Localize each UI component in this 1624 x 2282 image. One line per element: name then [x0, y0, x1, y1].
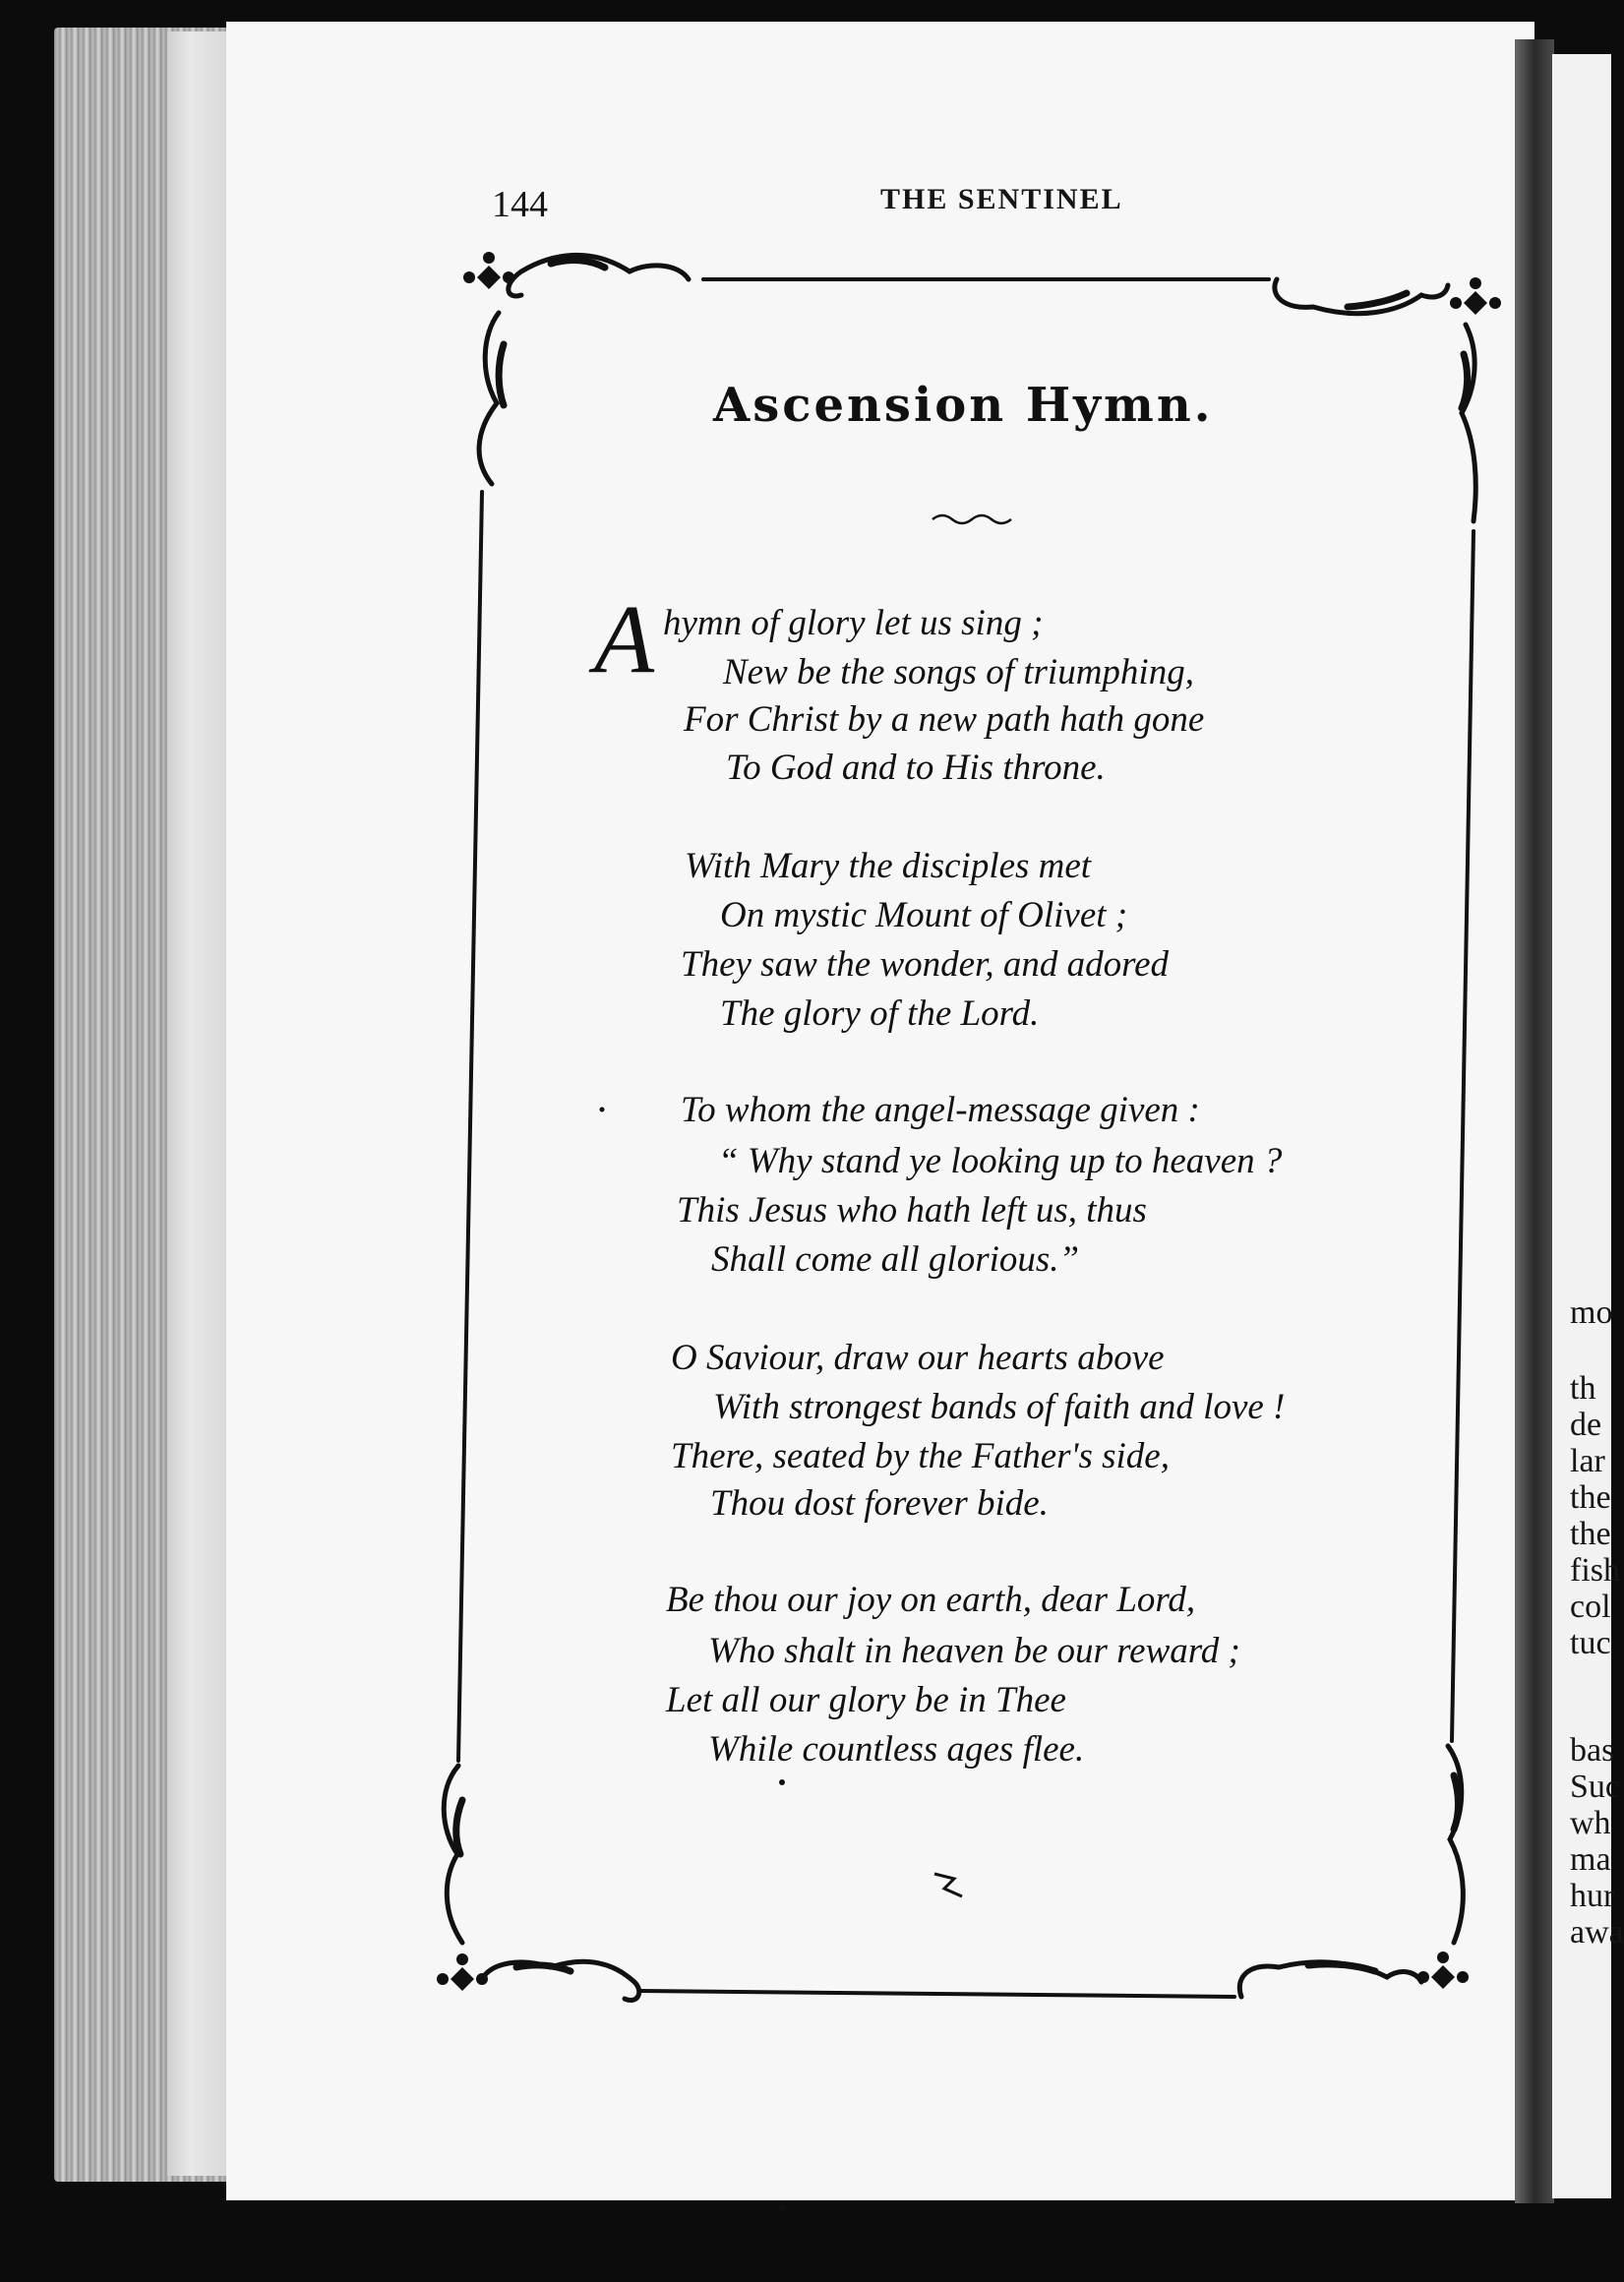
stanza-1-line-1: hymn of glory let us sing ; — [663, 603, 1044, 643]
hymn-title: Ascension Hymn. — [713, 378, 1214, 433]
stanza-4-line-2: With strongest bands of faith and love ! — [713, 1387, 1286, 1427]
stanza-1-line-4: To God and to His throne. — [726, 748, 1106, 788]
book-gutter — [1515, 39, 1554, 2203]
stanza-3-line-4: Shall come all glorious.” — [711, 1239, 1080, 1280]
facing-page-fragment: th — [1570, 1370, 1596, 1407]
stanza-3-line-2: “ Why stand ye looking up to heaven ? — [718, 1141, 1283, 1181]
stanza-2-line-1: With Mary the disciples met — [685, 846, 1092, 886]
stanza-5-line-3: Let all our glory be in Thee — [666, 1680, 1066, 1720]
facing-page-fragment: the — [1570, 1516, 1611, 1552]
facing-page-fragment: hur — [1570, 1878, 1615, 1914]
facing-page-fragment: lar — [1570, 1443, 1605, 1479]
facing-page-fragment: the — [1570, 1479, 1611, 1516]
facing-page-fragment: tuc — [1570, 1625, 1611, 1661]
stanza-1-line-3: For Christ by a new path hath gone — [684, 699, 1205, 740]
facing-page-fragment: Suc — [1570, 1769, 1620, 1805]
facing-page-fragment: col — [1570, 1589, 1611, 1625]
stanza-1-line-2: New be the songs of triumphing, — [723, 652, 1194, 692]
facing-page-fragment: wh — [1570, 1805, 1611, 1841]
facing-page-fragment: bas — [1570, 1732, 1615, 1769]
running-head: THE SENTINEL — [880, 183, 1123, 215]
stanza-4-line-3: There, seated by the Father's side, — [671, 1436, 1170, 1476]
stanza-5-line-1: Be thou our joy on earth, dear Lord, — [666, 1580, 1196, 1620]
stanza-2-line-4: The glory of the Lord. — [720, 993, 1040, 1034]
stanza-3-line-1: To whom the angel-message given : — [681, 1090, 1200, 1130]
facing-page-fragment: ma — [1570, 1841, 1611, 1878]
stanza-4-line-1: O Saviour, draw our hearts above — [671, 1338, 1165, 1378]
stanza-2-line-2: On mystic Mount of Olivet ; — [720, 895, 1128, 935]
book-page-edges-highlight — [167, 31, 226, 2176]
facing-page-fragment: awa — [1570, 1914, 1624, 1951]
stanza-3-line-3: This Jesus who hath left us, thus — [677, 1190, 1147, 1231]
stanza-4-line-4: Thou dost forever bide. — [710, 1483, 1049, 1524]
drop-cap: A — [594, 584, 655, 693]
page-number: 144 — [492, 184, 548, 225]
stanza-5-line-2: Who shalt in heaven be our reward ; — [708, 1631, 1240, 1671]
stanza-2-line-3: They saw the wonder, and adored — [681, 944, 1170, 985]
facing-page-fragment: de — [1570, 1407, 1602, 1443]
stanza-5-line-4: While countless ages flee. — [708, 1729, 1085, 1770]
facing-page-fragment: fish — [1570, 1552, 1620, 1589]
facing-page-fragment: mo — [1570, 1294, 1613, 1331]
